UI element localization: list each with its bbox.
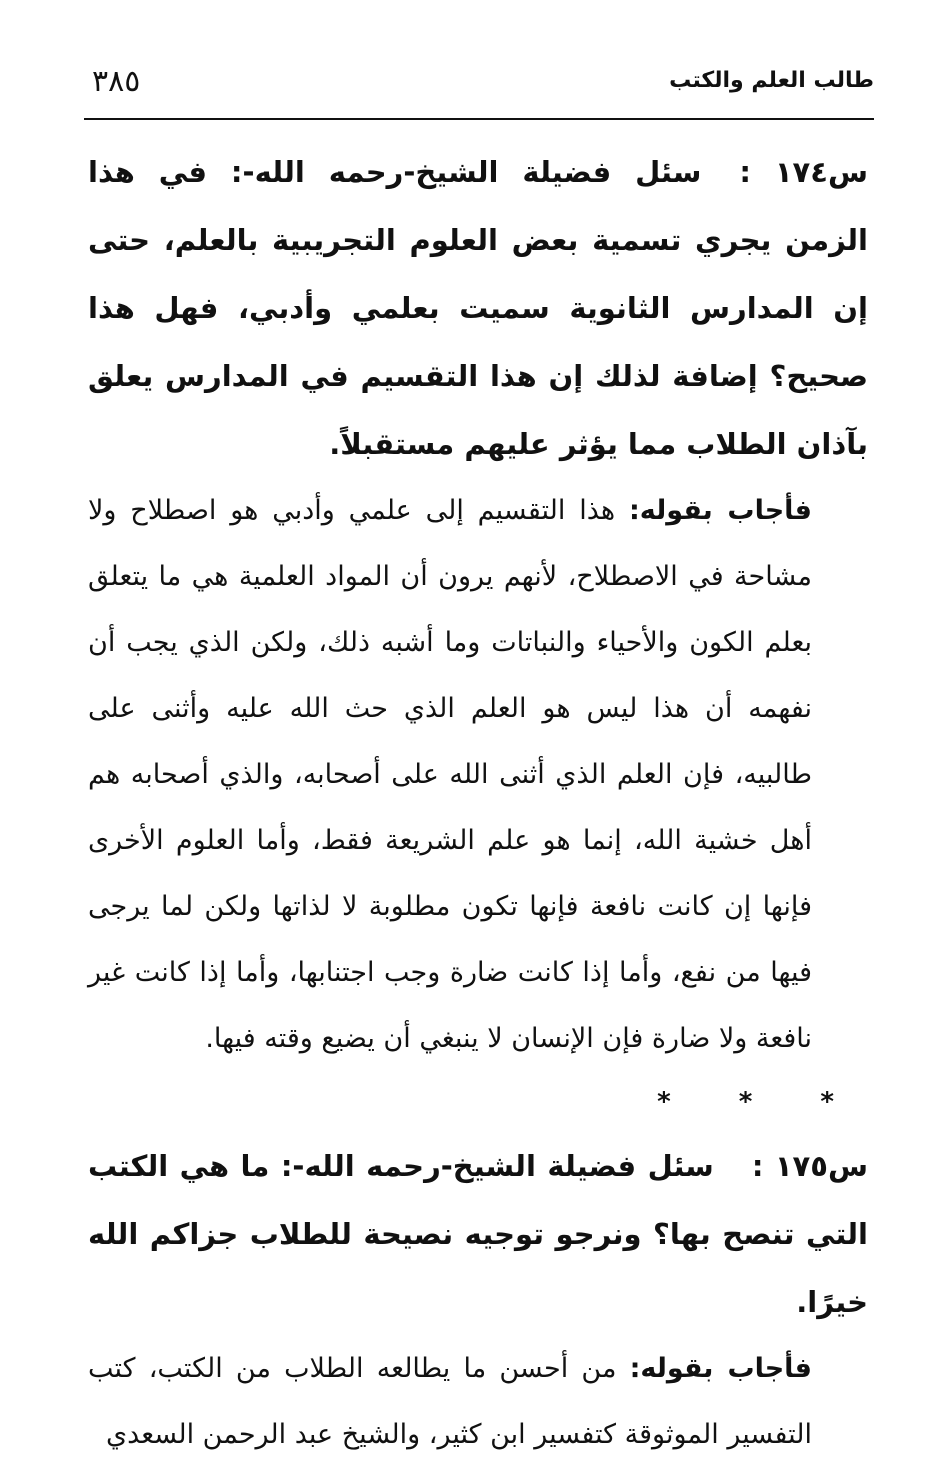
header-rule [84, 118, 874, 120]
page-header [84, 62, 874, 120]
page-number: ٣٨٥ [92, 64, 141, 99]
page-body [88, 138, 868, 1450]
running-title: طالب العلم والكتب [669, 68, 874, 93]
answer-174-text: هذا التقسيم إلى علمي وأدبي هو اصطلاح ولا مشاحة في الاصطلاح، لأنهم يرون أن المواد العلمية هي ما يتعلق بعلم الكون والأحياء والنباتات وما أشبه ذلك، ولكن الذي يجب أن نفهمه أن هذا ليس هو العلم الذي حث الله عليه وأثنى على طالبيه، فإن العلم الذي أثنى الله على أصحابه، والذي أصحابه هم أهل خشية الله، إنما هو علم الشريعة فقط، وأما العلوم الأخرى فإنها إن كانت نافعة فإنها تكون مطلوبة لا لذاتها ولكن لما يرجى فيها من نفع، وأما إذا كانت ضارة وجب اجتنابها، وأما إذا كانت غير نافعة ولا ضارة فإن الإنسان لا ينبغي أن يضيع وقته فيها. [88, 495, 812, 1054]
separator-star: * [738, 1087, 753, 1117]
section-separator [88, 1072, 868, 1132]
answer-174 [88, 478, 868, 1072]
answer-174-label: فأجاب بقوله: [628, 495, 812, 526]
answer-175 [88, 1336, 868, 1468]
question-174-label: س١٧٤ : [739, 155, 868, 189]
question-175 [88, 1132, 868, 1336]
answer-175-label: فأجاب بقوله: [629, 1353, 812, 1384]
question-175-text: سئل فضيلة الشيخ-رحمه الله-: ما هي الكتب التي تنصح بها؟ ونرجو توجيه نصيحة للطلاب جزاكم الله خيرًا. [88, 1149, 868, 1319]
question-175-label: س١٧٥ : [751, 1149, 868, 1183]
question-174 [88, 138, 868, 478]
separator-star: * [820, 1087, 834, 1117]
separator-star: * [657, 1087, 671, 1117]
answer-175-text: من أحسن ما يطالعه الطلاب من الكتب، كتب التفسير الموثوقة كتفسير ابن كثير، والشيخ عبد الرحمن السعدي [88, 1353, 812, 1450]
question-174-text: سئل فضيلة الشيخ-رحمه الله-: في هذا الزمن يجري تسمية بعض العلوم التجريبية بالعلم، حتى إن المدارس الثانوية سميت بعلمي وأدبي، فهل هذا صحيح؟ إضافة لذلك إن هذا التقسيم في المدارس يعلق بآذان الطلاب مما يؤثر عليهم مستقبلاً. [88, 155, 868, 461]
